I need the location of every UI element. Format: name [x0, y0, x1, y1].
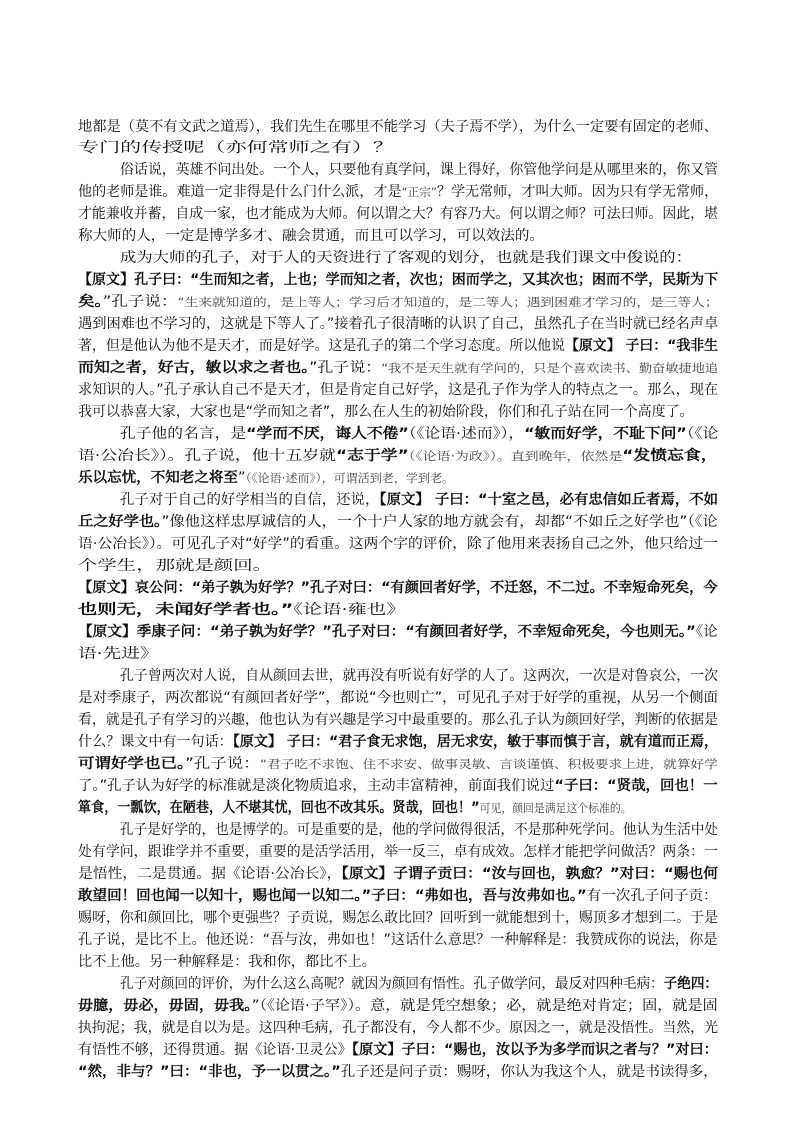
original-text-run: “敏而好学，不耻下问” — [524, 426, 687, 442]
text-run: 执拘泥；我，就是自以为是。这四种毛病，孔子都没有，今人都不少。原因之一，就是没悟性。当然，光 — [78, 1020, 718, 1036]
text-line — [78, 578, 718, 598]
original-text-run: “子曰：“贤哉，回也！一 — [554, 778, 718, 794]
text-run: 孔子曾两次对人说，自从颜回去世，就再没有听说有好学的人了。这两次，一次是对鲁哀公，一次 — [120, 668, 718, 684]
original-text-run: 【原文】子谓子贡曰：“汝与回也，孰愈？”对曰：“赐也何 — [341, 866, 719, 882]
text-run: 求知识的人。”孔子承认自己不是天才，但是肯定自己好学，这是孔子作为学人的特点之一。那么，现在 — [78, 382, 719, 398]
text-line — [78, 556, 272, 576]
text-line — [78, 292, 719, 312]
text-line — [120, 160, 718, 180]
text-run: 专门的传授呢（亦何常师之有）？ — [78, 140, 394, 156]
text-run: 比不上他。另一种解释是：我和你，都比不上。 — [78, 954, 376, 970]
text-line — [78, 996, 718, 1016]
text-run: 地都是（莫不有文武之道焉），我们先生在哪里不能学习（夫子焉不学），为什么一定要有固定的老师、 — [78, 119, 719, 135]
text-run: 遇到困难也不学习的，这就是下等人了。”接着孔子很清晰的认识了自己，虽然孔子在当时就已经名声卓 — [78, 316, 719, 332]
original-text-run: 也则无，未闻好学者也。” — [78, 602, 294, 618]
original-text-run: 而知之者，好古，敏以求之者也。 — [78, 360, 310, 376]
text-run: 他的老师是谁。难道一定非得是什么门什么派，才是 — [78, 184, 402, 200]
text-run: 语·公冶长》）。可见孔子对“好学”的看重。这两个字的评价，除了他用来表扬自己之外，他只给过一 — [78, 536, 718, 552]
text-line — [78, 798, 632, 818]
text-run: 成为大师的孔子，对于人的天资进行了客观的划分，也就是我们课文中俊说的： — [120, 250, 692, 266]
text-run: 才能兼收并蓄，自成一家，也才能成为大师。何以谓之大？有容乃大。何以谓之师？可法曰师。因此，堪 — [78, 206, 718, 222]
text-line — [78, 732, 718, 752]
text-line — [78, 358, 718, 378]
text-run: 赐呀，你和颜回比，哪个更强些？子贡说，赐怎么敢比回？回听到一就能想到十，赐顶多才想到二。于是 — [78, 910, 718, 926]
text-line — [78, 688, 718, 708]
text-line — [78, 226, 544, 246]
translation-text-run: “君子吃不求饱、住不求安、做事灵敏、言谈谨慎、积极要求上进，就算好学 — [259, 757, 718, 771]
text-run: 称大师的人，一定是博学多才、融会贯通，而且可以学习，可以效法的。 — [78, 228, 544, 244]
text-run: ” — [237, 470, 246, 486]
text-line — [78, 1018, 718, 1038]
text-line — [78, 182, 718, 202]
text-run: 俗话说，英雄不问出处。一个人，只要他有真学问，课上得好，你管他学问是从哪里来的，你又管 — [120, 162, 718, 178]
text-line — [78, 930, 718, 950]
original-text-run: 【原文】子曰：“赐也，汝以予为多学而识之者与？”对曰： — [351, 1042, 718, 1058]
text-line — [120, 424, 718, 444]
text-run: 语·公冶长》）。孔子说，他十五岁就 — [78, 448, 336, 464]
original-text-run: 丘之好学也。 — [78, 514, 162, 530]
original-text-run: 【原文】 子曰：“我非生 — [564, 338, 719, 354]
text-line — [78, 710, 718, 730]
text-line — [78, 952, 376, 972]
translation-text-run: （《论语·为政》）。直到晚年，依然是 — [408, 449, 623, 463]
original-text-run: 箪食，一瓢饮，在陋巷，人不堪其忧，回也不改其乐。贤哉，回也！” — [78, 800, 480, 816]
text-run: 孔子说，是比不上。他还说：“吾与汝，弗如也！”这话什么意思？一种解释是：我赞成你的说法，你是 — [78, 932, 718, 948]
text-run: ”孔子说： — [185, 756, 260, 772]
text-run: ？学无常师，才叫大师。因为只有学无常师， — [436, 184, 719, 200]
text-run: 有悟性不够，还得贯通。据《论语·卫灵公》 — [78, 1042, 352, 1058]
text-run: ”孔子说： — [102, 294, 178, 310]
text-line — [78, 512, 718, 532]
text-line — [78, 314, 718, 334]
text-line — [78, 886, 718, 906]
text-run: 孔子对颜回的评价，为什么这么高呢？就因为颜回有悟性。孔子做学问，最反对四种毛病： — [120, 976, 664, 992]
text-run: 语·先进》 — [78, 646, 159, 662]
text-run: 我可以恭喜大家，大家也是“学而知之者”，那么在人生的初始阶段，你们和孔子站在同一个高度了。 — [78, 404, 694, 420]
text-line — [78, 1062, 718, 1082]
text-line — [78, 117, 718, 137]
text-run: 是对季康子，两次都说“有颜回者好学”，都说“今也则亡”，可见孔子对于好学的重视，从另一个侧面 — [78, 690, 719, 706]
text-run: 孔子还是问子贡：赐呀，你认为我这个人，就是书读得多， — [340, 1064, 718, 1080]
text-line — [78, 204, 718, 224]
original-text-run: “学而不厌，诲人不倦” — [246, 426, 409, 442]
text-line — [78, 864, 718, 884]
text-run: 《论 — [695, 624, 718, 640]
text-run: 有一次孔子问子贡： — [586, 888, 718, 904]
text-run: 个学生，那就是颜回。 — [78, 558, 272, 574]
original-text-run: 毋臆，毋必，毋固，毋我。 — [78, 998, 252, 1014]
text-run: ”（《论语·子罕》）。意，就是凭空想象；必，就是绝对肯定；固，就是固 — [251, 998, 718, 1014]
text-line — [78, 1040, 718, 1060]
text-line — [78, 446, 718, 466]
original-text-run: 【原文】 子曰：“十室之邑，必有忠信如丘者焉，不如 — [379, 492, 719, 508]
translation-text-run: “生来就知道的，是上等人；学习后才知道的，是二等人；遇到困难才学习的，是三等人； — [177, 295, 719, 309]
original-text-run: 【原文】 子曰：“君子食无求饱，居无求安，敏于事而慎于言，就有道而正焉， — [232, 734, 719, 750]
text-run: （《论 — [686, 426, 719, 442]
text-run: 看，就是孔子有学习的兴趣，他也认为有兴趣是学习中最重要的。那么孔子认为颜回好学，判断的依据是 — [78, 712, 718, 728]
text-line — [78, 270, 718, 290]
text-run: ”像他这样忠厚诚信的人，一个十户人家的地方就会有，却都“不如丘之好学也”（《论 — [161, 514, 718, 530]
text-run: 孔子是好学的，也是博学的。可是重要的是，他的学问做得很活，不是那种死学问。他认为生活中处 — [120, 822, 718, 838]
translation-text-run: “正宗” — [401, 185, 437, 199]
original-text-run: “志于学” — [335, 448, 409, 464]
text-run: 孔子对于自己的好学相当的自信，还说， — [120, 492, 380, 508]
text-line — [120, 820, 718, 840]
text-line — [78, 908, 718, 928]
text-line — [78, 534, 718, 554]
text-run: 《论语·雍也》 — [293, 602, 406, 618]
text-line — [78, 622, 718, 642]
text-run: 孔子他的名言，是 — [120, 426, 247, 442]
text-line — [120, 490, 718, 510]
text-line — [78, 754, 718, 774]
translation-text-run: 可见，颜回是满足这个标准的。 — [479, 801, 632, 815]
text-line — [78, 644, 159, 664]
text-line — [78, 336, 718, 356]
original-text-run: 矣。 — [78, 294, 103, 310]
text-line — [78, 138, 394, 158]
text-line — [78, 776, 718, 796]
original-text-run: 【原文】季康子问：“弟子孰为好学？”孔子对曰：“有颜回者好学，不幸短命死矣，今也则无。” — [78, 624, 696, 640]
text-line — [120, 974, 718, 994]
text-run: 了。”孔子认为好学的标准就是淡化物质追求，主动丰富精神，前面我们说过 — [78, 778, 555, 794]
text-line — [78, 842, 718, 862]
original-text-run: 子绝四： — [663, 976, 718, 992]
text-run: 处有学问，跟谁学并不重要，重要的是活学活用，举一反三，卓有成效。怎样才能把学问做活？两条：一 — [78, 844, 718, 860]
text-run: 是悟性，二是贯通。据《论语·公冶长》， — [78, 866, 342, 882]
original-text-run: 敢望回！回也闻一以知十，赐也闻一以知二。”子曰：“弗如也，吾与汝弗如也。” — [78, 888, 587, 904]
text-line — [120, 248, 692, 268]
original-text-run: 可谓好学也已。 — [78, 756, 186, 772]
text-line — [78, 402, 694, 422]
original-text-run: “然，非与？”曰：“非也，予一以贯之。” — [78, 1064, 341, 1080]
text-line — [78, 600, 406, 620]
text-run: （《论语·述而》）， — [408, 426, 525, 442]
text-run: 著，但是他认为他不是天才，而是好学。这是孔子的第二个学习态度。所以他说 — [78, 338, 565, 354]
translation-text-run: （《论语·述而》），可谓活到老，学到老。 — [245, 471, 455, 485]
text-line — [120, 666, 718, 686]
translation-text-run: “我不是天生就有学问的，只是个喜欢读书、勤奋敏捷地追 — [381, 361, 719, 375]
text-line — [78, 468, 454, 488]
original-text-run: 乐以忘忧，不知老之将至 — [78, 470, 238, 486]
text-run: ”孔子说： — [309, 360, 382, 376]
original-text-run: “发愤忘食， — [622, 448, 718, 464]
original-text-run: 【原文】孔子曰：“生而知之者，上也；学而知之者，次也；困而学之，又其次也；困而不学，民斯为下 — [78, 272, 719, 288]
text-line — [78, 380, 718, 400]
original-text-run: 【原文】哀公问：“弟子孰为好学？”孔子对曰：“有颜回者好学，不迁怒，不二过。不幸短命死矣，今 — [78, 580, 718, 596]
text-run: 什么？课文中有一句话： — [78, 734, 233, 750]
